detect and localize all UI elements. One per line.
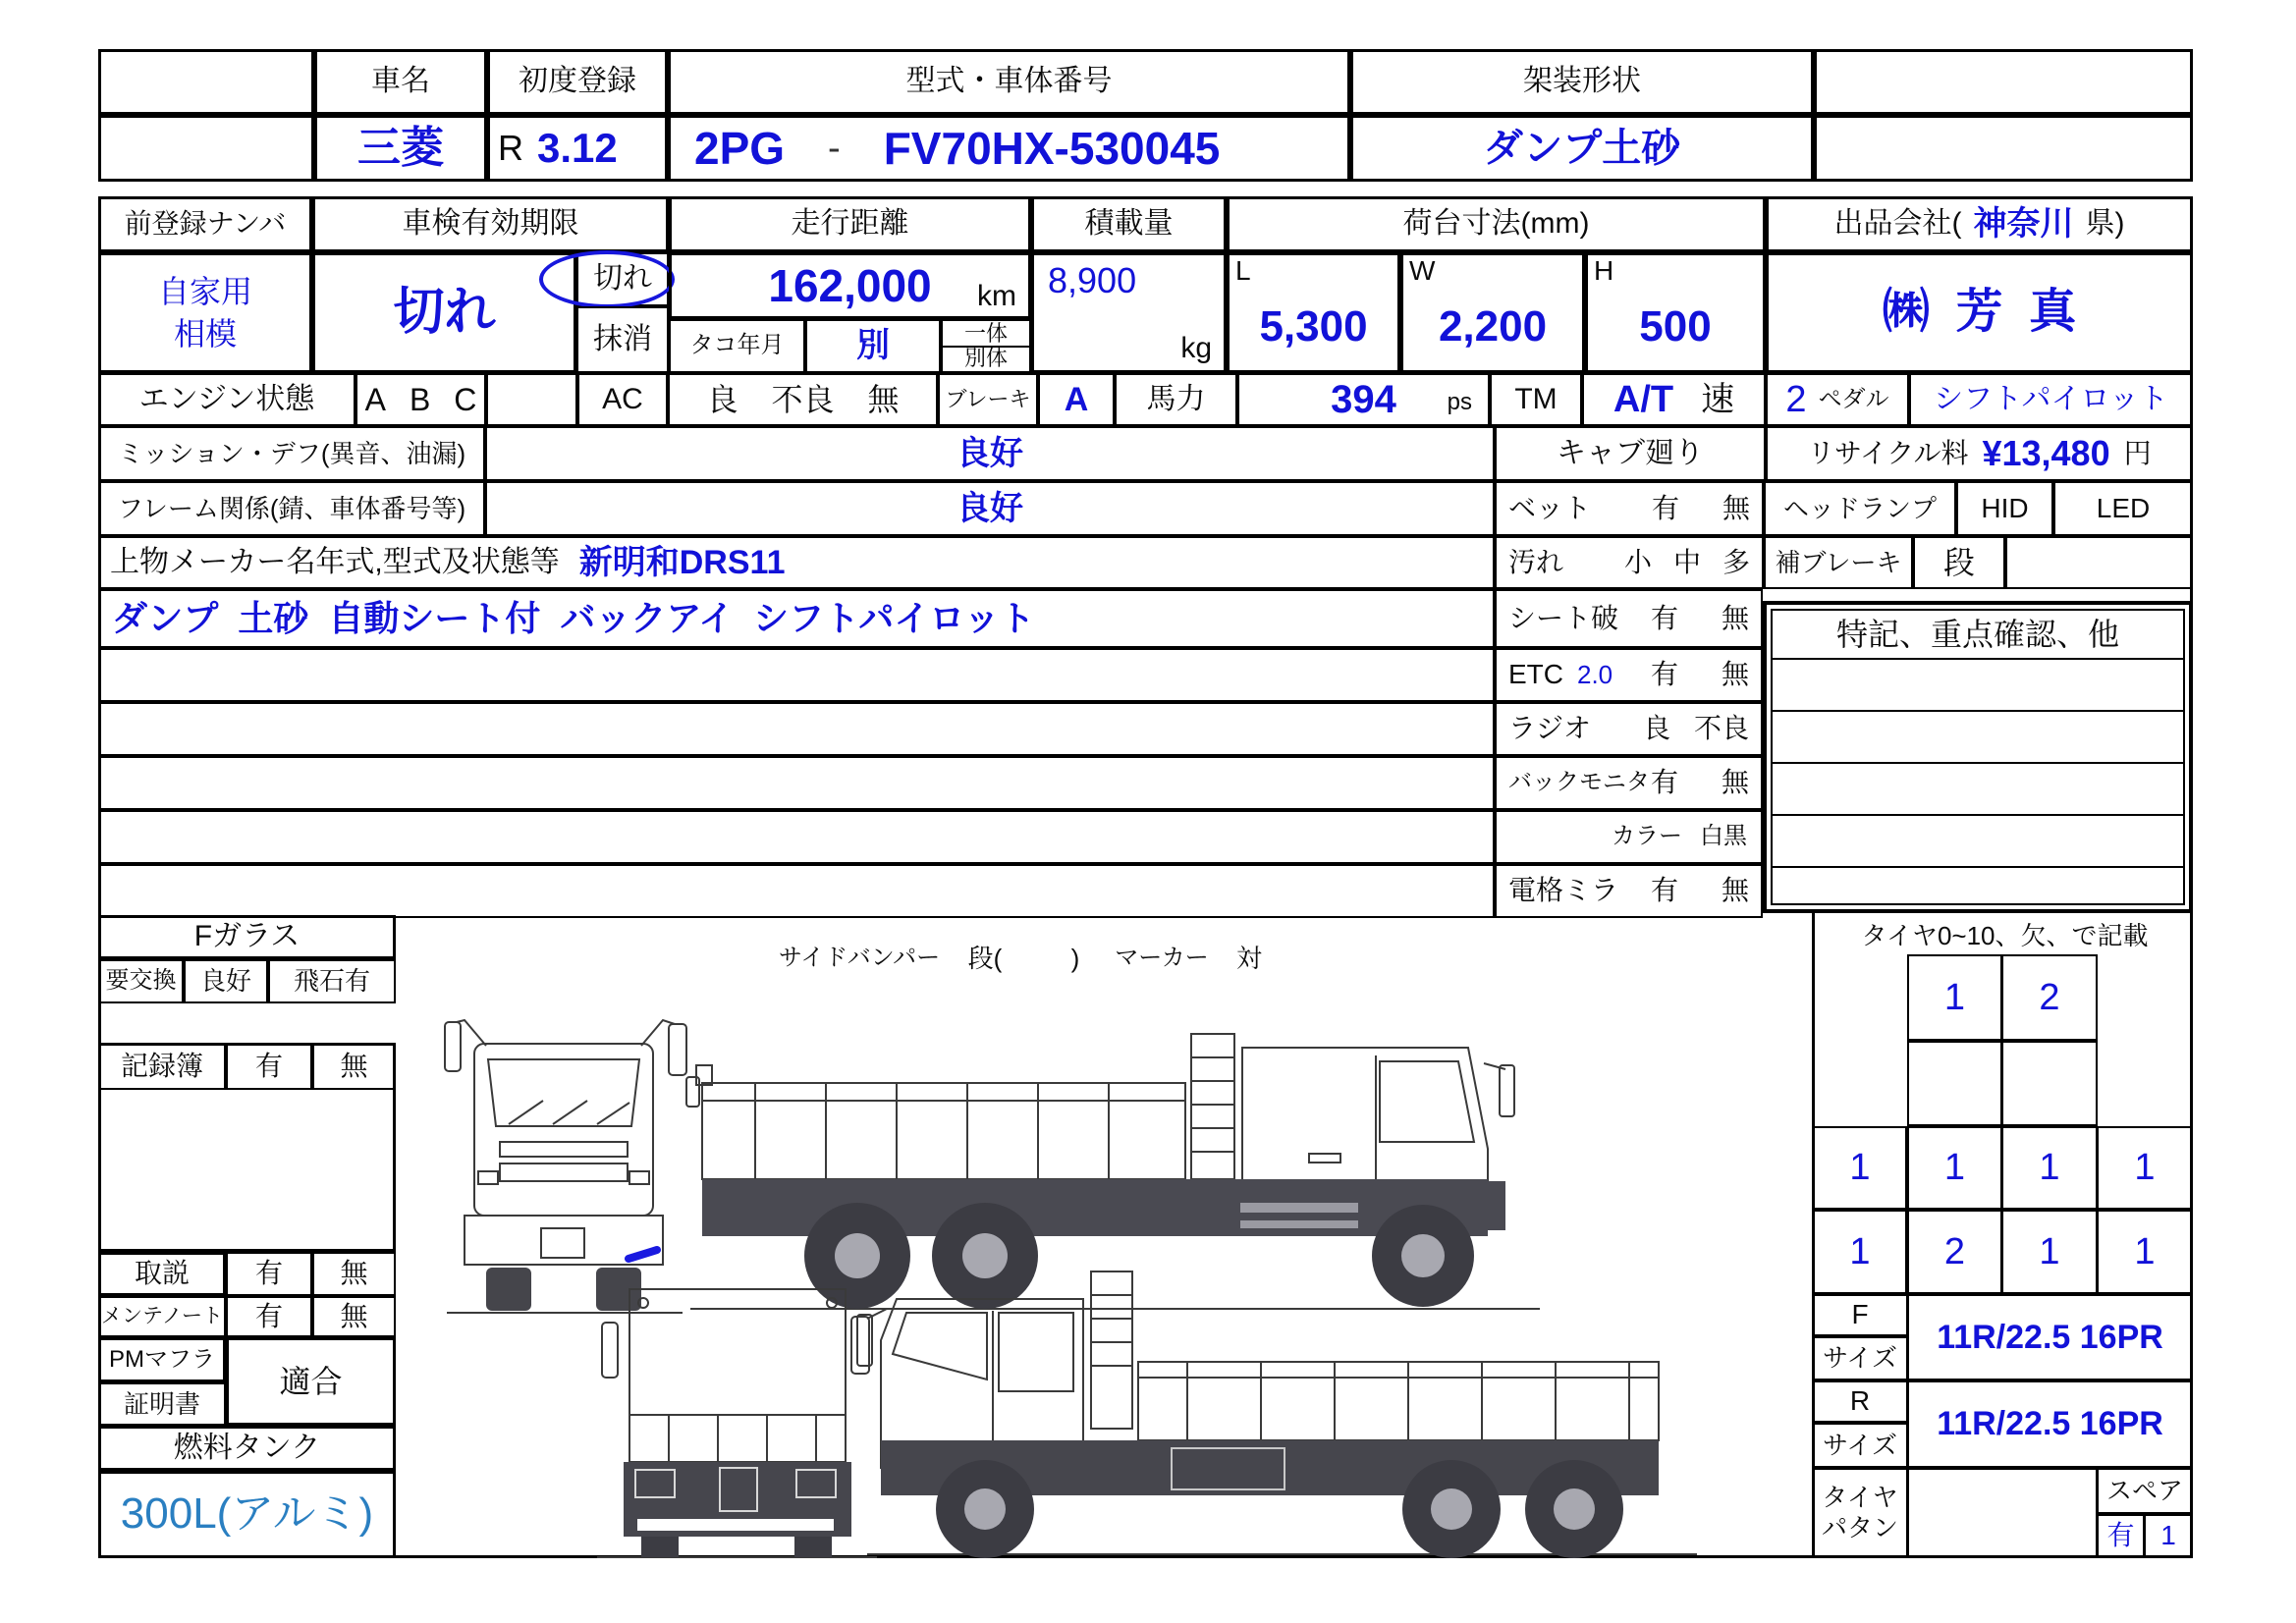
pattern-label-2: パタン (1821, 1513, 1898, 1542)
bed-yes: 有 (1651, 492, 1679, 523)
sub-brake-blank (2005, 536, 2193, 589)
engine-state-cell (98, 373, 355, 426)
remarks-title: 特記、重点確認、他 (1835, 616, 2119, 652)
dirt-many: 多 (1722, 546, 1750, 577)
body-type-label: 架装形状 (1523, 65, 1641, 98)
kire-tail: れ (623, 262, 652, 296)
mirror-label: 電格ミラ (1508, 875, 1619, 906)
grade-a: A (364, 381, 386, 417)
fuel-tank-value: 300L(アルミ) (120, 1489, 374, 1539)
speed-label: 速 (1701, 380, 1735, 418)
empty-row (98, 864, 1495, 918)
fuel-tank-label: 燃料タンク (173, 1431, 321, 1464)
glass-need: 要交換 (105, 967, 177, 995)
massho-option (576, 306, 669, 373)
tire-rear1-cell (2097, 1126, 2193, 1210)
tire-value: 1 (1849, 1230, 1871, 1272)
shift-pilot-cell (1909, 373, 2193, 426)
tire-pattern-cell (1812, 1468, 1908, 1558)
seat-row (1495, 589, 1763, 648)
load-header (1031, 196, 1227, 252)
tm-cell (1490, 373, 1582, 426)
certificate-cell (98, 1382, 226, 1426)
tacho-label: タコ年月 (689, 332, 785, 359)
bed-length-cell (1227, 252, 1400, 373)
model-vin-header (668, 49, 1350, 115)
record-yes: 有 (254, 1050, 283, 1081)
maintenance-yes: 有 (254, 1300, 283, 1331)
body-type-text: ダンプ土砂 (1483, 126, 1681, 170)
equipment-row (98, 589, 1495, 648)
mirror-row (1495, 864, 1763, 918)
kire-char: 切 (593, 262, 623, 296)
truck-rear-view (597, 1289, 877, 1557)
bed-height-cell (1585, 252, 1766, 373)
fuel-tank-value-cell (98, 1471, 396, 1558)
mileage-cell (669, 252, 1031, 319)
record-yes-cell (226, 1043, 312, 1090)
model-dash: - (828, 127, 841, 169)
maintenance-no: 無 (340, 1300, 368, 1331)
front-size-label-cell (1812, 1336, 1908, 1380)
bettai-option: 別体 (963, 345, 1008, 370)
etc-version: 2.0 (1577, 660, 1613, 690)
load-value-cell (1031, 252, 1227, 373)
f-label: F (1851, 1299, 1869, 1330)
dim-l-value: 5,300 (1259, 302, 1368, 352)
led-cell (2053, 481, 2193, 536)
seat-label: シート破 (1508, 602, 1619, 633)
tire-value: 1 (1849, 1147, 1871, 1189)
body-maker-row (98, 536, 1495, 589)
tire-rear2-cell (2097, 1210, 2193, 1294)
body-type-header (1350, 49, 1814, 115)
engine-grade-cell (355, 373, 486, 426)
frame-label: フレーム関係(錆、車体番号等) (117, 493, 466, 523)
dim-h-value: 500 (1639, 302, 1712, 352)
pedal-label: ペダル (1818, 385, 1889, 412)
recycle-value: ¥13,480 (1982, 432, 2110, 473)
recycle-label: リサイクル料 (1807, 437, 1969, 468)
tire-note (1817, 919, 2193, 952)
tire-empty-cell (1907, 1041, 2002, 1126)
dirt-row (1495, 536, 1764, 589)
maintenance-yes-cell (226, 1296, 312, 1337)
shaken-label: 車検有効期限 (402, 207, 579, 241)
pm-muffler-cell (98, 1337, 226, 1382)
at-value: A/T (1613, 378, 1674, 420)
tire-value: 1 (2039, 1147, 2060, 1189)
mission-value: 良好 (957, 434, 1023, 472)
brake-label: ブレーキ (945, 386, 1031, 411)
dan-value: 段 (1942, 544, 1975, 580)
tire-front-left-cell (1907, 954, 2002, 1041)
radio-label: ラジオ (1508, 713, 1592, 744)
mission-label: ミッション・デフ(異音、油漏) (117, 438, 466, 468)
manual-no-cell (312, 1252, 396, 1296)
dim-w-label: W (1409, 255, 1436, 286)
glass-good-cell (184, 959, 268, 1003)
at-cell (1582, 373, 1766, 426)
equipment-text: ダンプ 土砂 自動シート付 バックアイ シフトパイロット (112, 597, 1035, 638)
spare-yes-cell (2097, 1514, 2145, 1558)
glass-need-cell (98, 959, 184, 1003)
dim-l-label: L (1235, 255, 1251, 286)
manual-yes-cell (226, 1252, 312, 1296)
first-reg-label: 初度登録 (519, 65, 636, 98)
recycle-fee-cell (1766, 426, 2193, 481)
seller-name-cell (1766, 252, 2193, 373)
shaken-expired: 切れ (393, 283, 496, 341)
dirt-small: 小 (1623, 546, 1652, 577)
sub-brake-cell (1764, 536, 1913, 589)
km-unit: km (977, 280, 1016, 313)
bed-size-label: 荷台寸法(mm) (1402, 207, 1590, 241)
dan-text: 段( (967, 943, 1003, 973)
bed-width-cell (1400, 252, 1585, 373)
record-book-label: 記録簿 (120, 1050, 203, 1081)
mono-option: 白黒 (1700, 823, 1747, 850)
frame-value: 良好 (957, 489, 1023, 527)
tire-rear1-cell (1813, 1126, 1907, 1210)
grade-c: C (454, 381, 477, 417)
fuel-tank-header (98, 1426, 396, 1471)
mileage-value: 162,000 (768, 259, 932, 311)
tire-empty-cell (2001, 1041, 2098, 1126)
radio-good: 良 (1642, 713, 1670, 744)
monitor-no: 無 (1721, 767, 1749, 798)
tacho-value-cell (805, 319, 941, 373)
rear-size-value: 11R/22.5 16PR (1937, 1405, 2163, 1443)
seller-label-post: 県) (2085, 207, 2125, 241)
brake-label-cell (938, 373, 1038, 426)
ac-good: 良 (706, 381, 738, 417)
front-size-value-cell (1907, 1294, 2193, 1380)
pm-muffler-label: PMマフラ (109, 1345, 215, 1373)
mission-value-cell (485, 426, 1495, 481)
truck-front-view (445, 1020, 699, 1313)
headlamp-label: ヘッドランプ (1782, 493, 1937, 523)
empty-row (98, 648, 1495, 702)
led-option: LED (2096, 492, 2151, 523)
ac-bad: 不良 (771, 381, 835, 417)
power-label: 馬力 (1146, 382, 1206, 415)
tire-value: 1 (2134, 1147, 2156, 1189)
model-vin-value (668, 115, 1350, 182)
use-type: 自家用 (157, 273, 252, 309)
paren-text: ) (1070, 943, 1080, 973)
size-label: サイズ (1823, 1343, 1897, 1374)
etc-label: ETC (1508, 659, 1563, 690)
bed-label2: ベット (1508, 492, 1592, 523)
spare-yes: 有 (2106, 1520, 2135, 1551)
conform-head: 適 (279, 1363, 311, 1399)
rear-size-label-cell (1812, 1423, 1908, 1468)
spare-header-cell (2097, 1468, 2193, 1514)
tire-value: 2 (2039, 976, 2060, 1018)
ittai-option: 一体 (943, 323, 1029, 347)
power-value-cell (1237, 373, 1490, 426)
front-glass-header (98, 915, 396, 959)
pedal-cell (1766, 373, 1909, 426)
tm-label: TM (1514, 382, 1558, 415)
tire-rear1-cell (2001, 1126, 2098, 1210)
ac-none: 無 (867, 381, 900, 417)
remarks-line (1773, 764, 2183, 816)
maker-value (314, 115, 487, 182)
manual-cell (98, 1252, 226, 1296)
truck-side-view (690, 1034, 1540, 1309)
glass-stone: 飛石有 (293, 966, 370, 997)
first-reg-header (487, 49, 668, 115)
sub-brake-label: 補ブレーキ (1775, 547, 1902, 577)
tire-rear2-cell (1907, 1210, 2002, 1294)
first-reg-value (487, 115, 668, 182)
top-blank-value-right (1814, 115, 2193, 182)
car-name-header (314, 49, 487, 115)
tire-rear2-cell (2001, 1210, 2098, 1294)
seat-yes: 有 (1650, 602, 1678, 633)
remarks-line (1773, 868, 2183, 918)
seller-name: ㈱ 芳 真 (1882, 286, 2077, 339)
monitor-row (1495, 756, 1763, 810)
maintenance-cell (98, 1296, 226, 1337)
r-label: R (1849, 1385, 1871, 1417)
distance-label: 走行距離 (791, 207, 909, 241)
front-size-f-cell (1812, 1294, 1908, 1336)
certificate-label: 証明書 (123, 1388, 200, 1419)
tacho-label-cell (669, 319, 805, 373)
grade-b: B (409, 381, 431, 417)
power-value: 394 (1331, 377, 1396, 421)
rear-size-r-cell (1812, 1380, 1908, 1423)
manual-label: 取説 (134, 1258, 190, 1289)
check-mark (629, 1250, 657, 1259)
vin-number: FV70HX-530045 (883, 122, 1221, 174)
top-blank-value (98, 115, 314, 182)
remarks-box (1763, 601, 2193, 913)
ps-unit: ps (1447, 388, 1472, 415)
mission-label-cell (98, 426, 485, 481)
seller-label-pre: 出品会社( (1833, 207, 1962, 241)
prev-number-value (98, 252, 312, 373)
tai-text: 対 (1235, 943, 1262, 973)
distance-header (669, 196, 1031, 252)
dim-h-label: H (1594, 255, 1614, 286)
mirror-yes: 有 (1650, 875, 1678, 906)
maintenance-no-cell (312, 1296, 396, 1337)
kg-unit: kg (1180, 332, 1212, 365)
seller-prefecture: 神奈川 (1973, 205, 2074, 243)
dan-cell (1913, 536, 2005, 589)
pedal-count: 2 (1785, 378, 1807, 420)
ac-label: AC (602, 382, 643, 415)
marker-text: マーカー (1115, 944, 1209, 971)
maintenance-label: メンテノート (101, 1305, 223, 1328)
shaken-value (312, 252, 576, 373)
conform-cell (226, 1337, 396, 1426)
model-vin-label: 型式・車体番号 (905, 65, 1113, 98)
frame-label-cell (98, 481, 485, 536)
shift-pilot: シフトパイロット (1934, 382, 2168, 415)
tire-value: 2 (1943, 1230, 1966, 1272)
tire-front-right-cell (2001, 954, 2098, 1041)
empty-row (98, 810, 1495, 864)
tire-value: 1 (2039, 1230, 2060, 1272)
record-no: 無 (340, 1050, 368, 1081)
remarks-line (1773, 816, 2183, 868)
monitor-label: バックモニタ (1508, 769, 1650, 796)
headlamp-cell (1764, 481, 1956, 536)
record-no-cell (312, 1043, 396, 1090)
radio-row (1495, 702, 1763, 756)
etc-no: 無 (1721, 659, 1749, 690)
engine-blank-cell (486, 373, 577, 426)
empty-row (98, 702, 1495, 756)
prev-number-label: 前登録ナンバ (124, 208, 287, 240)
top-blank-header-right (1814, 49, 2193, 115)
spare-count: 1 (2160, 1520, 2176, 1551)
seat-no: 無 (1721, 602, 1749, 633)
monitor-yes: 有 (1650, 767, 1678, 798)
prev-number-header (98, 196, 312, 252)
remarks-header (1773, 611, 2183, 660)
era-letter: R (498, 127, 523, 168)
tire-value: 1 (1943, 976, 1966, 1018)
dirt-mid: 中 (1672, 546, 1701, 577)
hid-option: HID (1981, 492, 2029, 523)
area-name: 相模 (173, 315, 237, 352)
truck-drawings (396, 918, 1812, 1558)
seller-header (1766, 196, 2193, 252)
color-option: カラー (1612, 823, 1682, 850)
glass-stone-cell (268, 959, 396, 1003)
truck-side-view-2 (857, 1271, 1697, 1558)
side-bumper-text: サイドバンパー (778, 944, 941, 971)
remarks-line (1773, 712, 2183, 764)
frame-value-cell (485, 481, 1495, 536)
massho-label: 抹消 (593, 322, 652, 355)
front-glass-title: Fガラス (193, 920, 301, 953)
conform-tail: 合 (310, 1363, 343, 1399)
size-label: サイズ (1823, 1430, 1897, 1460)
load-label: 積載量 (1084, 207, 1174, 241)
kire-option (576, 252, 669, 306)
tire-value: 1 (2134, 1230, 2156, 1272)
brake-value-cell (1038, 373, 1115, 426)
spare-label: スペア (2105, 1476, 2183, 1506)
yen-unit: 円 (2123, 437, 2152, 468)
pattern-label-1: タイヤ (1822, 1483, 1898, 1513)
first-reg-date: 3.12 (537, 124, 618, 171)
manual-no: 無 (340, 1258, 368, 1289)
body-maker-value: 新明和DRS11 (578, 543, 786, 581)
dirt-label: 汚れ (1508, 546, 1564, 577)
power-label-cell (1115, 373, 1237, 426)
bed-row (1495, 481, 1764, 536)
spare-count-cell (2144, 1514, 2193, 1558)
tacho-value: 別 (856, 327, 890, 365)
etc-yes: 有 (1650, 659, 1678, 690)
ac-cell (577, 373, 668, 426)
shaken-header (312, 196, 669, 252)
load-value: 8,900 (1048, 260, 1137, 300)
ac-state-cell (668, 373, 938, 426)
etc-row (1495, 648, 1763, 702)
radio-bad: 不良 (1693, 713, 1749, 744)
tire-rear2-cell (1813, 1210, 1907, 1294)
hid-cell (1956, 481, 2053, 536)
dim-w-value: 2,200 (1438, 302, 1548, 352)
cab-area-label: キャブ廻り (1557, 436, 1704, 469)
manual-yes: 有 (254, 1258, 283, 1289)
tire-value: 1 (1943, 1147, 1966, 1189)
rear-size-value-cell (1907, 1380, 2193, 1468)
top-blank-header (98, 49, 314, 115)
tire-pattern-value-cell (1907, 1468, 2098, 1558)
cab-area-cell (1495, 426, 1766, 481)
bed-no: 無 (1722, 492, 1750, 523)
body-type-value (1350, 115, 1814, 182)
record-book-cell (98, 1043, 226, 1090)
engine-state-label: エンジン状態 (138, 382, 315, 415)
bed-size-header (1227, 196, 1766, 252)
empty-row (98, 756, 1495, 810)
glass-good: 良好 (199, 966, 251, 997)
remarks-line (1773, 660, 2183, 712)
car-name-label: 車名 (371, 65, 430, 98)
tire-note-text: タイヤ0~10、欠、で記載 (1861, 920, 2149, 950)
maker-name: 三菱 (357, 123, 444, 172)
front-size-value: 11R/22.5 16PR (1937, 1318, 2163, 1356)
color-row (1495, 810, 1763, 864)
model-code: 2PG (694, 122, 786, 174)
brake-grade: A (1064, 380, 1089, 418)
ittai-bettai-cell (941, 319, 1031, 373)
tire-rear1-cell (1907, 1126, 2002, 1210)
body-maker-label: 上物メーカー名年式,型式及状態等 (110, 545, 560, 578)
mirror-no: 無 (1721, 875, 1749, 906)
